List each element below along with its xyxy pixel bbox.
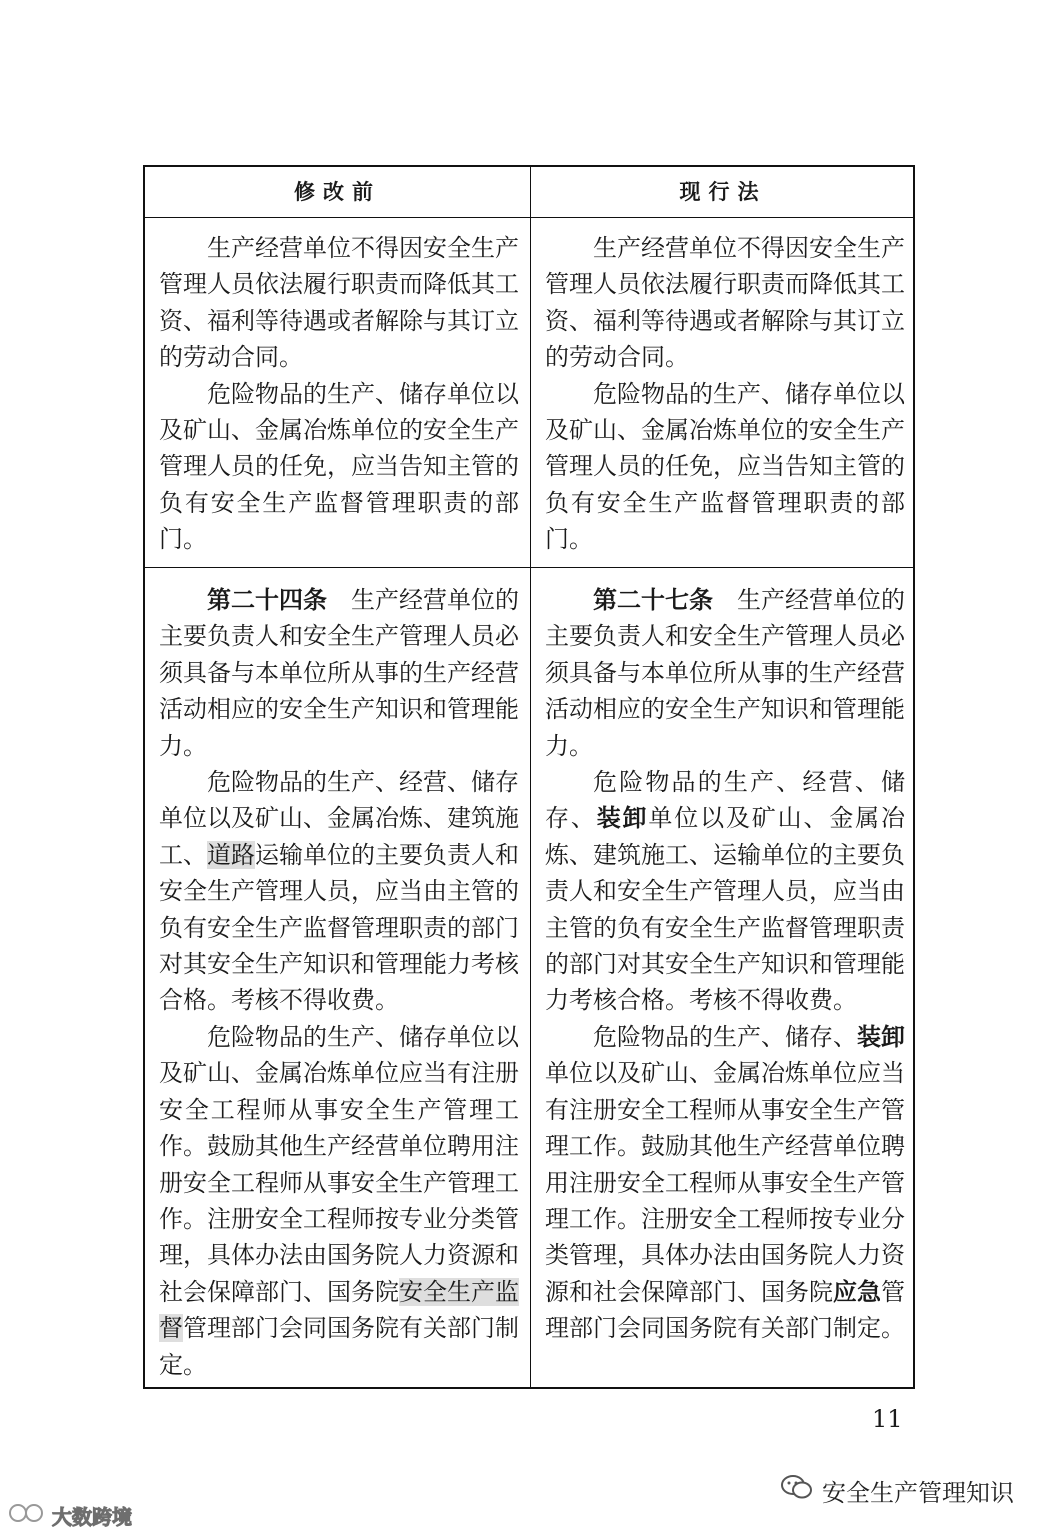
column-divider: [530, 167, 531, 1387]
row1-left-cell: [159, 230, 519, 558]
row-divider: [145, 567, 913, 568]
brand-logo-icon: [8, 1502, 48, 1529]
header-current-law: 现行法: [679, 180, 767, 204]
row2-right-para2: 危险物品的生产、经营、储存、装卸单位以及矿山、金属冶炼、建筑施工、运输单位的主要负责人和安全生产管理人员，应当由主管的负有安全生产监督管理职责的部门对其安全生产知识和管理能力考核合格。考核不得收费。: [545, 768, 906, 1015]
bold-text: 装卸: [596, 804, 649, 833]
row2-right-para3: 危险物品的生产、储存、装卸单位以及矿山、金属冶炼单位应当有注册安全工程师从事安全生产管理工作。鼓励其他生产经营单位聘用注册安全工程师从事安全生产管理工作。注册安全工程师按专业分类管理，具体办法由国务院人力资源和社会保障部门、国务院应急管理部门会同国务院有关部门制定。: [545, 1022, 905, 1343]
header-divider: [145, 217, 913, 218]
row2-right-cell: [545, 582, 905, 1347]
row2-left-para2: 危险物品的生产、经营、储存单位以及矿山、金属冶炼、建筑施工、道路运输单位的主要负责人和安全生产管理人员，应当由主管的负有安全生产监督管理职责的部门对其安全生产知识和管理能力考核合格。考核不得收费。: [159, 768, 519, 1015]
row2-left-para3: 危险物品的生产、储存单位以及矿山、金属冶炼单位应当有注册安全工程师从事安全生产管理工作。鼓励其他生产经营单位聘用注册安全工程师从事安全生产管理工作。注册安全工程师按专业分类管理，具体办法由国务院人力资源和社会保障部门、国务院安全生产监督管理部门会同国务院有关部门制定。: [159, 1022, 519, 1379]
header-before-revision: 修改前: [294, 180, 381, 204]
page-number: 11: [872, 1405, 903, 1433]
row1-right-para1: 生产经营单位不得因安全生产管理人员依法履行职责而降低其工资、福利等待遇或者解除与其订立的劳动合同。: [545, 234, 905, 372]
wechat-icon: [780, 1473, 814, 1507]
row2-right-para1: 第二十七条 生产经营单位的主要负责人和安全生产管理人员必须具备与本单位所从事的生产经营活动相应的安全生产知识和管理能力。: [545, 586, 905, 760]
highlighted-text: 安全生产监督: [159, 1277, 519, 1343]
watermark-account: [780, 1470, 1014, 1510]
bold-text: 装卸: [857, 1022, 905, 1051]
row1-right-cell: [545, 230, 905, 558]
article-number: 第二十四条: [207, 586, 327, 614]
row1-right-para2: 危险物品的生产、储存单位以及矿山、金属冶炼单位的安全生产管理人员的任免，应当告知主管的负有安全生产监督管理职责的部门。: [545, 379, 905, 554]
article-number: 第二十七条: [593, 586, 713, 614]
watermark-text: 安全生产管理知识: [822, 1478, 1014, 1507]
bold-text: 应急: [833, 1277, 881, 1306]
row2-left-cell: [159, 582, 519, 1383]
watermark-brand: [8, 1500, 132, 1530]
watermark-brand-text: 大数跨境: [52, 1504, 132, 1529]
highlighted-text: 道路: [207, 840, 255, 869]
comparison-table: [143, 165, 915, 1389]
row1-left-para2: 危险物品的生产、储存单位以及矿山、金属冶炼单位的安全生产管理人员的任免，应当告知主管的负有安全生产监督管理职责的部门。: [159, 379, 519, 554]
row1-left-para1: 生产经营单位不得因安全生产管理人员依法履行职责而降低其工资、福利等待遇或者解除与其订立的劳动合同。: [159, 234, 519, 372]
row2-left-para1: 第二十四条 生产经营单位的主要负责人和安全生产管理人员必须具备与本单位所从事的生产经营活动相应的安全生产知识和管理能力。: [159, 586, 519, 760]
